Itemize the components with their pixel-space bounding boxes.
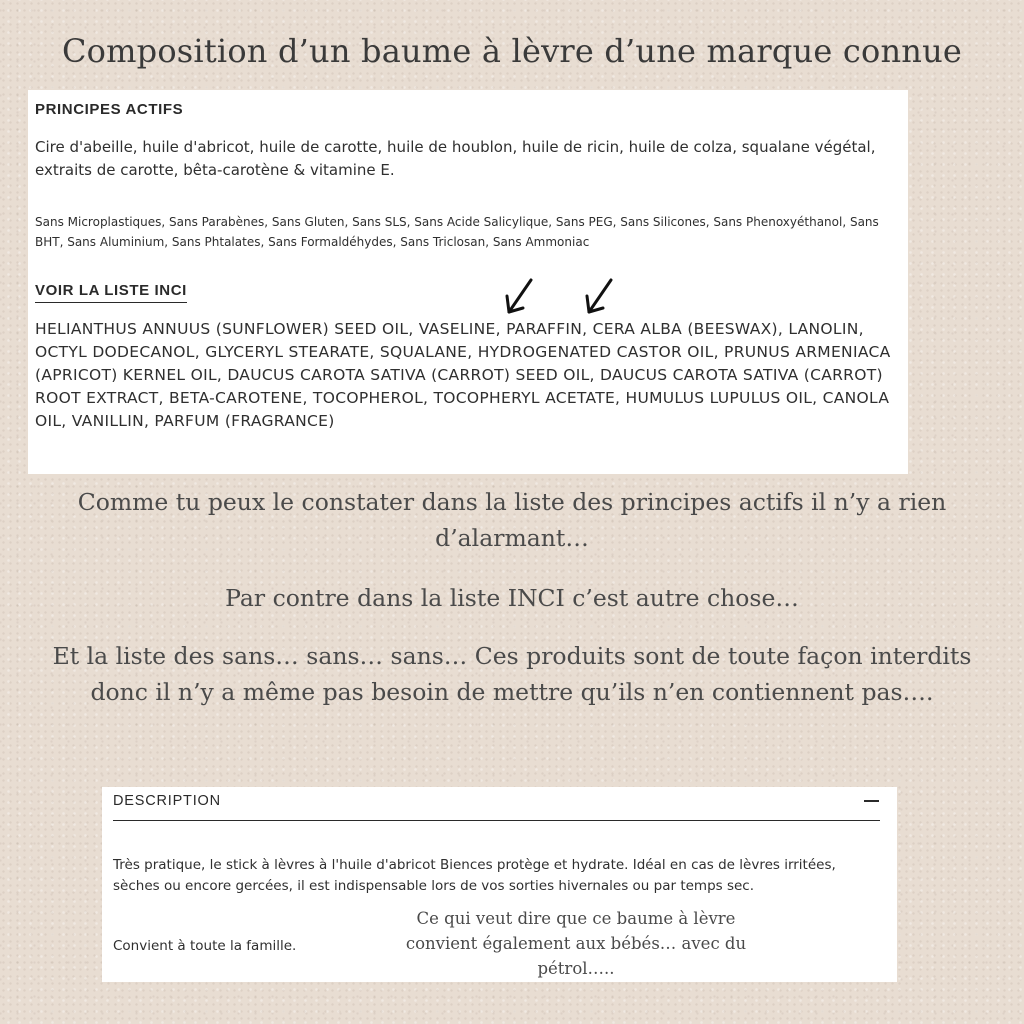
arrow-down-left-icon: [583, 276, 619, 318]
principes-actifs-heading: PRINCIPES ACTIFS: [35, 101, 184, 118]
arrow-down-left-icon: [503, 276, 539, 318]
comment-sans-list: Et la liste des sans… sans… sans… Ces produits sont de toute façon interdits donc il n’y a même pas besoin de mettre qu’ils n’en contiennent pas….: [52, 642, 972, 706]
inci-list-text: HELIANTHUS ANNUUS (SUNFLOWER) SEED OIL, VASELINE, PARAFFIN, CERA ALBA (BEESWAX), LANOLIN, OCTYL DODECANOL, GLYCERYL STEARATE, SQUALANE, HYDROGENATED CASTOR OIL, PRUNUS ARMENIACA (APRICOT) KERNEL OIL, DAUCUS CAROTA SATIVA (CARROT) SEED OIL, DAUCUS CAROTA SATIVA (CARROT) ROOT EXTRACT, BETA-CAROTENE, TOCOPHEROL, TOCOPHERYL ACETATE, HUMULUS LUPULUS OIL, CANOLA OIL, VANILLIN, PARFUM (FRAGRANCE): [35, 320, 891, 430]
description-heading[interactable]: DESCRIPTION: [113, 793, 221, 809]
minus-icon[interactable]: [864, 800, 879, 802]
ingredients-panel: [28, 90, 908, 474]
voir-liste-inci-link[interactable]: VOIR LA LISTE INCI: [35, 282, 187, 303]
description-panel: [102, 787, 897, 982]
comment-principes-actifs: Comme tu peux le constater dans la liste des principes actifs il n’y a rien d’alarmant…: [77, 488, 947, 552]
description-family-text: Convient à toute la famille.: [113, 938, 297, 954]
description-divider: [113, 820, 880, 821]
description-text: Très pratique, le stick à lèvres à l'huile d'abricot Biences protège et hydrate. Idéal en cas de lèvres irritées, sèches ou encore gercées, il est indispensable lors de vos sorties hivernales ou par temps sec.: [113, 857, 836, 894]
description-annotation: Ce qui veut dire que ce baume à lèvre convient également aux bébés… avec du pétrol…..: [405, 909, 747, 978]
comment-inci: Par contre dans la liste INCI c’est autre chose…: [225, 584, 799, 612]
principes-actifs-text: Cire d'abeille, huile d'abricot, huile de carotte, huile de houblon, huile de ricin, huile de colza, squalane végétal, extraits de carotte, bêta-carotène & vitamine E.: [35, 138, 876, 179]
page-title: Composition d’un baume à lèvre d’une marque connue: [61, 32, 963, 70]
sans-list-text: Sans Microplastiques, Sans Parabènes, Sans Gluten, Sans SLS, Sans Acide Salicylique, Sans PEG, Sans Silicones, Sans Phenoxyéthanol, Sans BHT, Sans Aluminium, Sans Phtalates, Sans Formaldéhydes, Sans Triclosan, Sans Ammoniac: [35, 215, 879, 249]
